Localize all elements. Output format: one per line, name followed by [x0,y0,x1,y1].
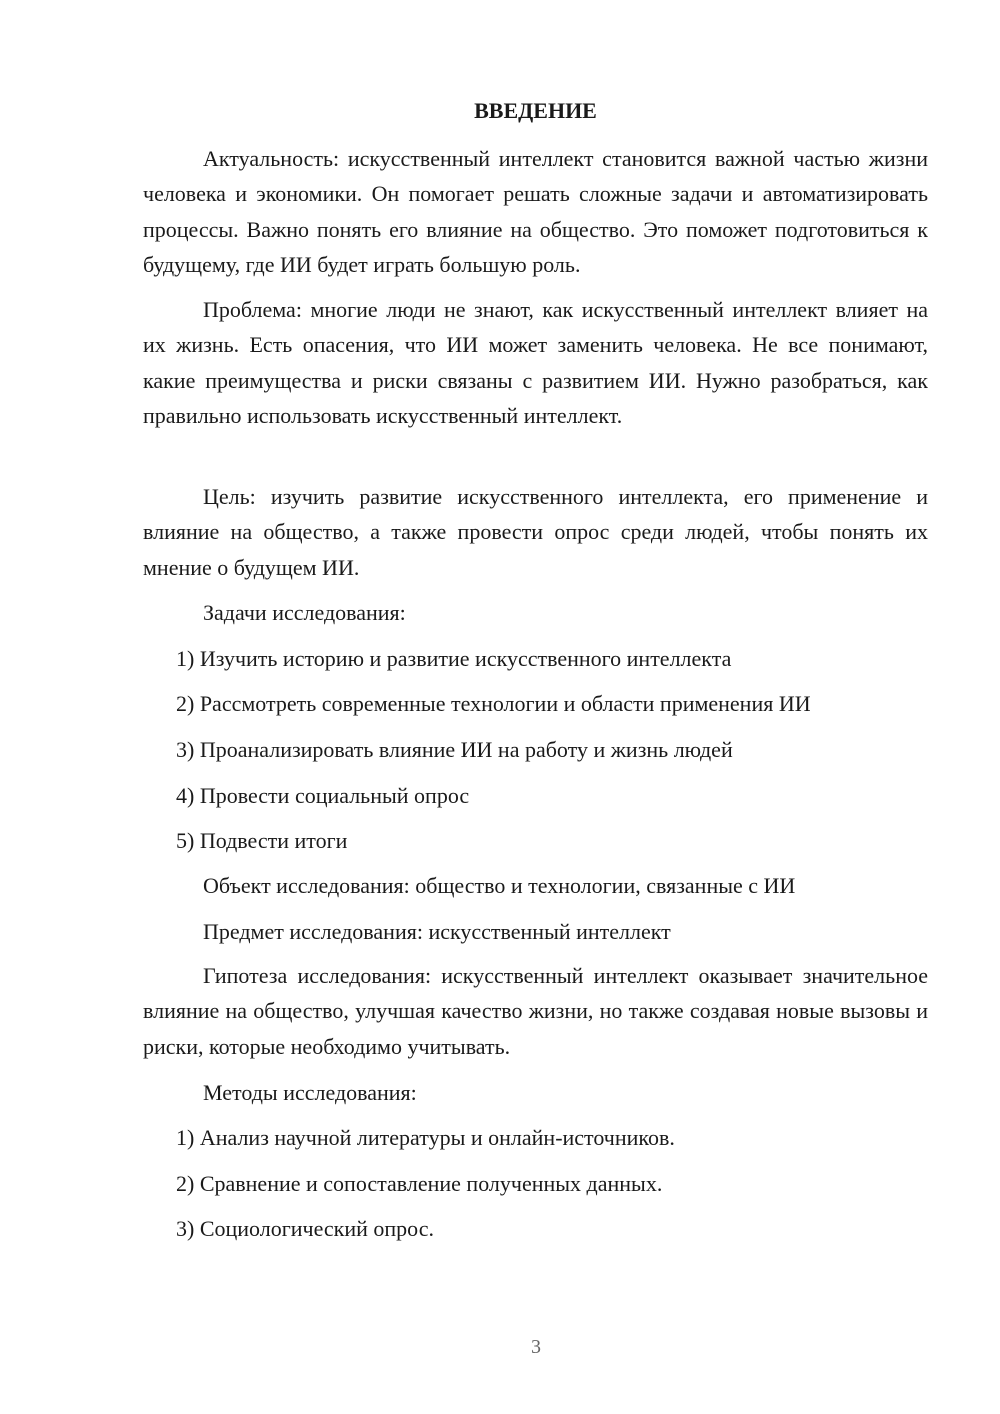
subject-line: Предмет исследования: искусственный интеллект [203,919,671,944]
list-item: 4) Провести социальный опрос [176,783,470,808]
methods-heading: Методы исследования: [203,1080,417,1105]
relevance-paragraph: Актуальность: искусственный интеллект становится важной частью жизни человека и экономики. Он помогает решать сложные задачи и автоматизировать процессы. Важно понять его влияние на общество. Это поможет подготовиться к будущему, где ИИ будет играть большую роль. [143,146,928,277]
list-item: 2) Рассмотреть современные технологии и области применения ИИ [176,691,811,716]
list-item: 5) Подвести итоги [176,828,348,853]
list-item: 1) Анализ научной литературы и онлайн-источников. [176,1125,675,1150]
list-item: 3) Проанализировать влияние ИИ на работу и жизнь людей [176,737,733,762]
list-item: 2) Сравнение и сопоставление полученных данных. [176,1171,663,1196]
page-number: 3 [531,1336,541,1358]
tasks-heading: Задачи исследования: [203,600,406,625]
list-item: 3) Социологический опрос. [176,1216,434,1241]
hypothesis-paragraph: Гипотеза исследования: искусственный интеллект оказывает значительное влияние на общество, улучшая качество жизни, но также создавая новые вызовы и риски, которые необходимо учитывать. [143,963,928,1059]
problem-paragraph: Проблема: многие люди не знают, как искусственный интеллект влияет на их жизнь. Есть опасения, что ИИ может заменить человека. Не все понимают, какие преимущества и риски связаны с развитием ИИ. Нужно разобраться, как правильно использовать искусственный интеллект. [143,297,928,428]
section-title: ВВЕДЕНИЕ [474,98,597,123]
object-line: Объект исследования: общество и технологии, связанные с ИИ [203,873,796,898]
list-item: 1) Изучить историю и развитие искусственного интеллекта [176,646,732,671]
goal-paragraph: Цель: изучить развитие искусственного интеллекта, его применение и влияние на общество, а также провести опрос среди людей, чтобы понять их мнение о будущем ИИ. [143,484,928,580]
